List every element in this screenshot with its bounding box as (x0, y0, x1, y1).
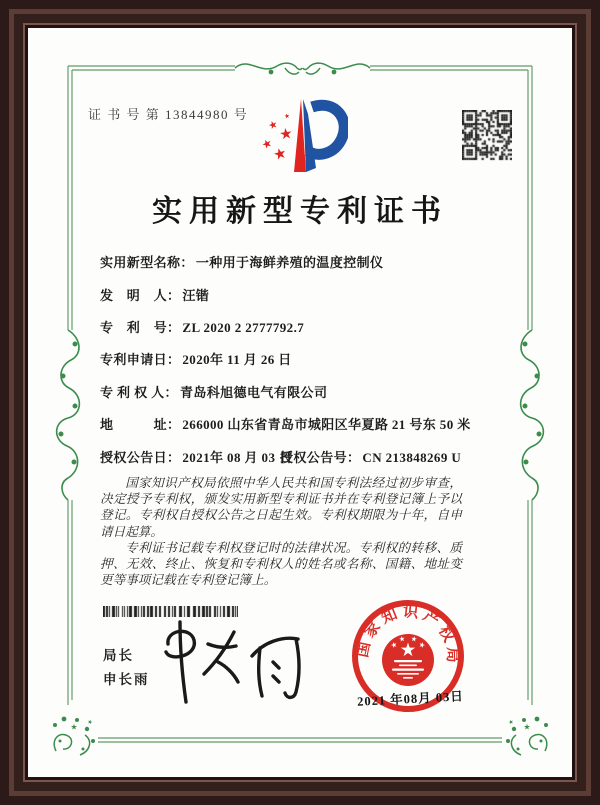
bottom-right-floral (506, 717, 548, 755)
field-row-inventor (100, 285, 209, 304)
certificate-number: 证 书 号 第 13844980 号 (88, 107, 249, 122)
commissioner-role: 局长 (103, 648, 134, 663)
certificate-paper (28, 28, 572, 777)
field-label: 实用新型名称： (100, 255, 194, 270)
field-row-address (100, 414, 471, 433)
legal-text (100, 475, 462, 588)
field-value: 青岛科旭德电气有限公司 (179, 385, 328, 400)
legal-paragraph-1: 国家知识产权局依照中华人民共和国专利法经过初步审查，决定授予专利权，颁发实用新型专利证书并在专利登记簿上予以登记。专利权自授权公告之日起生效。专利权期限为十年，自申请日起算。 (100, 476, 462, 539)
field-label: 专 利 权 人： (100, 385, 178, 400)
commissioner-block (103, 644, 150, 692)
field-row-patentee (100, 382, 327, 401)
field-label: 专 利 号： (100, 320, 181, 335)
field-label: 授权公告日： (100, 450, 181, 465)
seal-date: 2021 年08月 03日 (356, 689, 465, 709)
field-label: 专利申请日： (100, 352, 181, 367)
field-value: CN 213848269 U (362, 450, 462, 465)
field-value: ZL 2020 2 2777792.7 (182, 320, 305, 335)
field-value: 2020年 11 月 26 日 (182, 352, 292, 367)
seal-text: 国家知识产权局 (354, 603, 461, 667)
field-label: 发 明 人： (100, 288, 181, 303)
field-value: 2021年 08 月 03 日 (182, 450, 293, 465)
field-row-name (100, 252, 383, 271)
commissioner-name: 申长雨 (103, 672, 150, 687)
qr-code (462, 110, 512, 162)
field-label: 地 址： (100, 417, 181, 432)
field-row-filing-date (100, 349, 292, 368)
bottom-left-floral (53, 717, 95, 755)
field-value: 汪锴 (182, 288, 210, 303)
legal-paragraph-2: 专利证书记载专利权登记时的法律状况。专利权的转移、质押、无效、终止、恢复和专利权人的姓名或名称、国籍、地址变更等事项记载在专利登记簿上。 (100, 540, 462, 588)
field-row-grant (100, 447, 462, 466)
logo-p-bowl (308, 105, 344, 154)
right-scroll-ornament (521, 330, 544, 500)
field-label: 授权公告号： (280, 450, 361, 465)
field-value: 一种用于海鲜养殖的温度控制仪 (195, 255, 384, 270)
logo-stars (261, 113, 292, 160)
signature (146, 614, 326, 718)
certificate-title: 实用新型专利证书 (152, 195, 448, 228)
top-swirl-ornament (235, 63, 370, 74)
national-emblem (382, 634, 434, 686)
field-row-patent-no (100, 317, 304, 336)
cnipa-logo (256, 94, 348, 188)
field-value: 266000 山东省青岛市城阳区华夏路 21 号东 50 米 (182, 417, 471, 432)
field-grant-number (280, 447, 461, 466)
left-scroll-ornament (57, 330, 80, 500)
